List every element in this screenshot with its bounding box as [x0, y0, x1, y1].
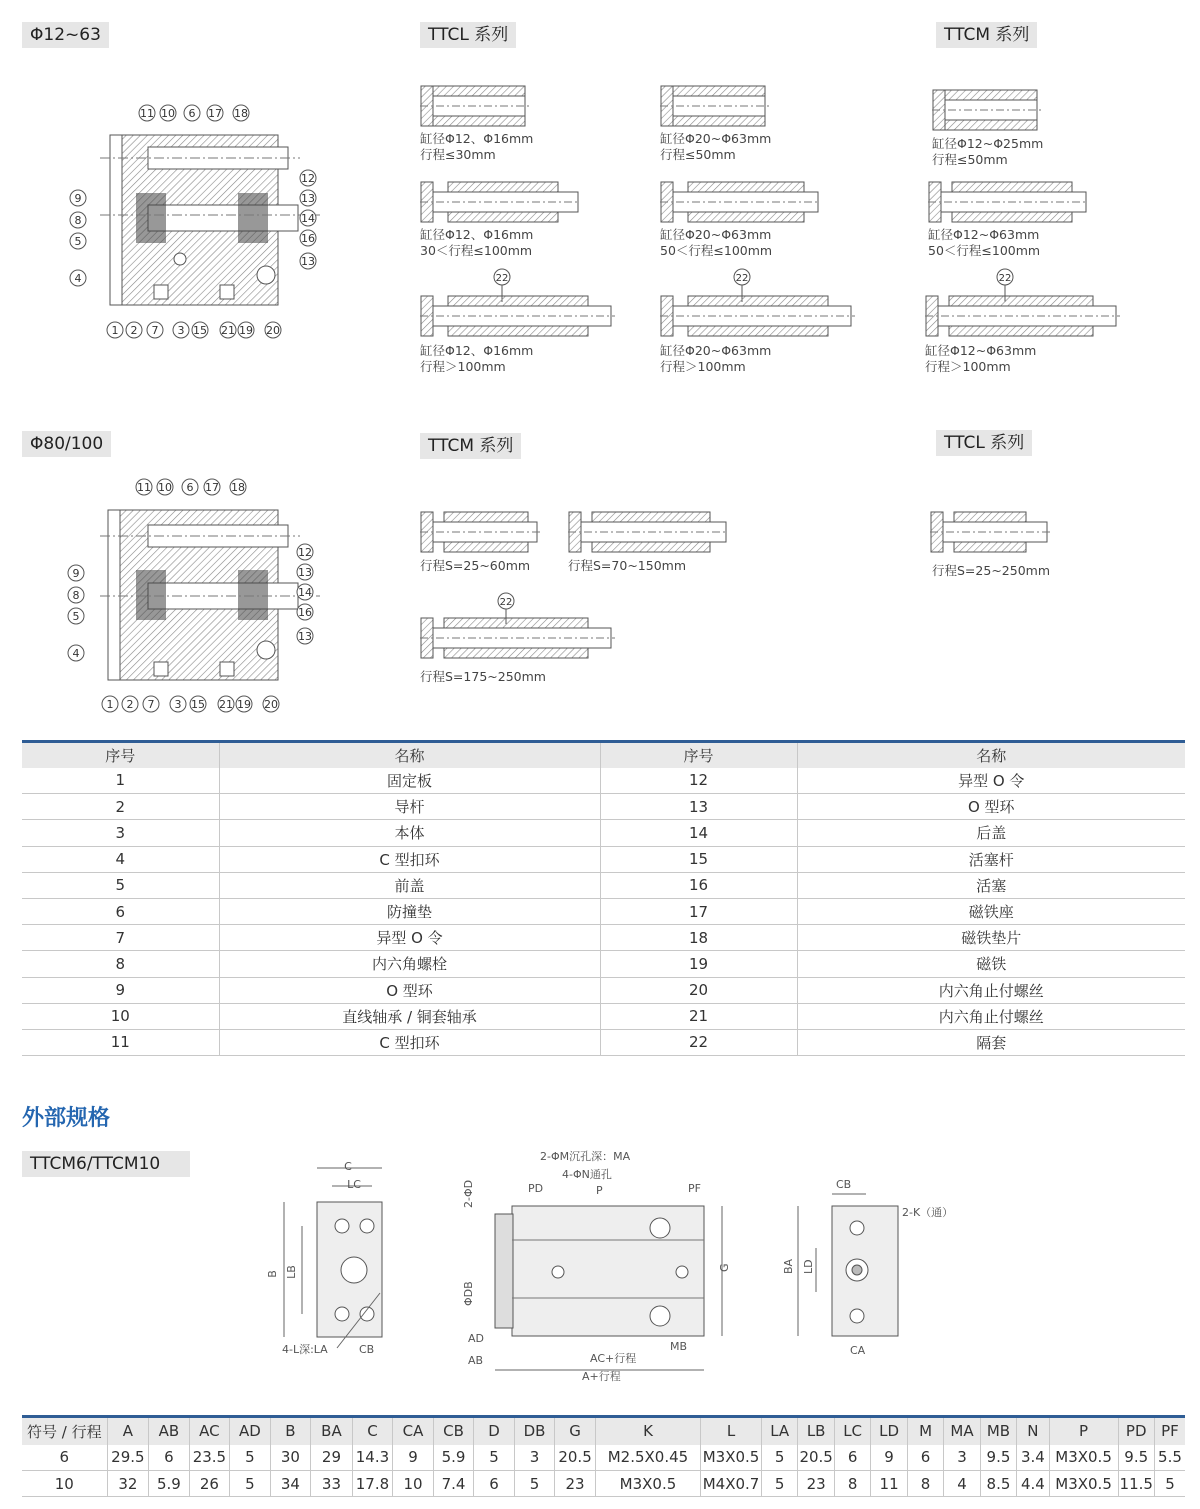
table-cell: 23.5 [189, 1445, 230, 1471]
sketch-ttcl-3 [420, 180, 580, 224]
table-cell: 7.4 [433, 1471, 474, 1497]
callout-11 [139, 105, 155, 121]
table-cell: 磁铁垫片 [797, 925, 1185, 951]
table-cell: 10 [22, 1003, 219, 1029]
spec-col-header: BA [311, 1417, 353, 1445]
spec-col-header: PD [1118, 1417, 1154, 1445]
table-cell: 11 [871, 1471, 907, 1497]
table-cell: 磁铁 [797, 951, 1185, 977]
sketch-ttcm-m1 [420, 510, 540, 554]
spec-col-header: CA [393, 1417, 434, 1445]
table-cell: 12 [600, 768, 797, 794]
table-cell: 内六角止付螺丝 [797, 977, 1185, 1003]
table-cell: 5 [22, 872, 219, 898]
table-cell: 9 [22, 977, 219, 1003]
table-cell: 15 [600, 846, 797, 872]
table-cell: 6 [834, 1445, 870, 1471]
svg-text:18: 18 [231, 481, 245, 494]
svg-text:AB: AB [468, 1354, 484, 1367]
callout-3 [173, 322, 189, 338]
table-cell: 7 [22, 925, 219, 951]
svg-text:22: 22 [998, 273, 1012, 284]
svg-text:PD: PD [528, 1182, 544, 1195]
callout-14 [300, 210, 316, 226]
spec-col-header: MB [980, 1417, 1016, 1445]
table-cell: 23 [555, 1471, 596, 1497]
svg-text:22: 22 [735, 273, 749, 284]
table-cell: 固定板 [219, 768, 600, 794]
table-cell: 6 [474, 1471, 515, 1497]
table-cell: 14 [600, 820, 797, 846]
table-cell: 9 [393, 1445, 434, 1471]
svg-text:21: 21 [221, 324, 235, 337]
svg-text:11: 11 [137, 481, 151, 494]
table-cell: 5 [1154, 1471, 1185, 1497]
spec-col-header: L [701, 1417, 762, 1445]
table-cell: M3X0.5 [595, 1471, 700, 1497]
section-tag-small-bore: Φ12~63 [22, 22, 109, 48]
assembly-drawing-small-bore [60, 95, 330, 345]
col-header-no-2: 序号 [600, 742, 797, 768]
svg-text:19: 19 [237, 698, 251, 711]
spec-col-header: AD [230, 1417, 271, 1445]
spec-col-header: LA [761, 1417, 797, 1445]
table-cell: 6 [22, 1445, 107, 1471]
table-cell: 20.5 [555, 1445, 596, 1471]
table-cell: 5 [761, 1471, 797, 1497]
callout-19 [238, 322, 254, 338]
callout-9 [70, 190, 86, 206]
spec-col-header: P [1049, 1417, 1118, 1445]
svg-text:17: 17 [208, 107, 222, 120]
svg-text:1: 1 [106, 698, 114, 711]
table-cell: 29 [311, 1445, 353, 1471]
svg-text:2-ΦD: 2-ΦD [462, 1179, 475, 1208]
table-row [22, 820, 1185, 846]
svg-text:2-K（通）: 2-K（通） [902, 1206, 954, 1219]
svg-text:22: 22 [495, 273, 509, 284]
spec-col-header: LD [871, 1417, 907, 1445]
svg-text:CA: CA [850, 1344, 866, 1357]
spec-col-header: MA [944, 1417, 980, 1445]
spec-table [22, 1415, 1185, 1497]
table-cell: 20 [600, 977, 797, 1003]
table-row [22, 846, 1185, 872]
svg-text:3: 3 [174, 698, 182, 711]
table-row [22, 1029, 1185, 1055]
svg-text:13: 13 [301, 192, 315, 205]
svg-text:LC: LC [347, 1178, 361, 1191]
svg-text:18: 18 [234, 107, 248, 120]
table-cell: 3 [944, 1445, 980, 1471]
table-cell: 11.5 [1118, 1471, 1154, 1497]
spec-col-header: AB [149, 1417, 190, 1445]
svg-text:5: 5 [72, 610, 80, 623]
table-cell: 8 [22, 951, 219, 977]
svg-text:2: 2 [126, 698, 134, 711]
svg-text:12: 12 [301, 172, 315, 185]
callout-21 [220, 322, 236, 338]
table-cell: 直线轴承 / 铜套轴承 [219, 1003, 600, 1029]
svg-text:16: 16 [298, 606, 312, 619]
callout-2 [126, 322, 142, 338]
svg-text:13: 13 [298, 566, 312, 579]
table-cell: 1 [22, 768, 219, 794]
caption-l1: 行程S=25~250mm [932, 563, 1050, 578]
spec-col-header: CB [433, 1417, 474, 1445]
table-cell: 防撞垫 [219, 898, 600, 924]
caption-m2: 行程S=70~150mm [568, 558, 686, 573]
table-cell: 11 [22, 1029, 219, 1055]
table-cell: M3X0.5 [1049, 1445, 1118, 1471]
table-cell: 3.4 [1017, 1445, 1049, 1471]
sketch-ttcl-6 [660, 268, 855, 340]
sketch-ttcm-2 [928, 180, 1088, 224]
section-tag-ttcl-series: TTCL 系列 [420, 22, 516, 48]
table-cell: 前盖 [219, 872, 600, 898]
table-cell: 19 [600, 951, 797, 977]
table-cell: 4.4 [1017, 1471, 1049, 1497]
table-row [22, 977, 1185, 1003]
caption-tl5: 缸径Φ12、Φ16mm 行程＞100mm [420, 343, 534, 374]
table-row [22, 768, 1185, 794]
spec-table-header [22, 1417, 1185, 1445]
svg-text:15: 15 [193, 324, 207, 337]
callout-5 [70, 233, 86, 249]
table-cell: 隔套 [797, 1029, 1185, 1055]
svg-text:B: B [266, 1270, 279, 1278]
sketch-ttcl-l1 [930, 510, 1050, 554]
svg-text:LB: LB [285, 1265, 298, 1279]
table-cell: C 型扣环 [219, 846, 600, 872]
table-cell: 17.8 [352, 1471, 393, 1497]
spec-col-header: DB [514, 1417, 555, 1445]
svg-text:6: 6 [188, 107, 196, 120]
model-tag: TTCM6/TTCM10 [22, 1151, 190, 1177]
table-row [22, 925, 1185, 951]
svg-text:A+行程: A+行程 [582, 1370, 621, 1383]
svg-text:MB: MB [670, 1340, 688, 1353]
table-cell: M3X0.5 [1049, 1471, 1118, 1497]
table-cell: 14.3 [352, 1445, 393, 1471]
svg-text:2: 2 [130, 324, 138, 337]
caption-tl2: 缸径Φ20~Φ63mm 行程≤50mm [660, 131, 772, 162]
table-row [22, 794, 1185, 820]
svg-text:1: 1 [111, 324, 119, 337]
svg-text:12: 12 [298, 546, 312, 559]
caption-tm3: 缸径Φ12~Φ63mm 行程＞100mm [925, 343, 1037, 374]
table-cell: 9.5 [1118, 1445, 1154, 1471]
dimension-drawing-front [262, 1158, 402, 1363]
svg-text:22: 22 [499, 597, 513, 608]
table-cell: 内六角螺栓 [219, 951, 600, 977]
spec-col-header: A [107, 1417, 149, 1445]
svg-text:P: P [596, 1184, 603, 1197]
svg-text:CB: CB [359, 1343, 375, 1356]
svg-text:5: 5 [74, 235, 82, 248]
spec-col-header: 符号 / 行程 [22, 1417, 107, 1445]
sketch-ttcm-m3 [420, 590, 615, 662]
callout-20 [265, 322, 281, 338]
table-cell: 8 [834, 1471, 870, 1497]
callout-13b [300, 253, 316, 269]
table-cell: 5 [474, 1445, 515, 1471]
spec-col-header: AC [189, 1417, 230, 1445]
table-cell: 3 [22, 820, 219, 846]
spec-col-header: LB [798, 1417, 834, 1445]
section-tag-ttcm-series-2: TTCM 系列 [420, 433, 521, 459]
svg-text:6: 6 [186, 481, 194, 494]
svg-text:3: 3 [177, 324, 185, 337]
table-cell: M4X0.7 [701, 1471, 762, 1497]
table-cell: 22 [600, 1029, 797, 1055]
section-tag-ttcm-series: TTCM 系列 [936, 22, 1037, 48]
svg-text:10: 10 [158, 481, 172, 494]
svg-text:14: 14 [298, 586, 312, 599]
svg-text:9: 9 [74, 192, 82, 205]
table-cell: 5.9 [433, 1445, 474, 1471]
table-cell: 3 [514, 1445, 555, 1471]
section-tag-large-bore: Φ80/100 [22, 431, 111, 457]
sketch-ttcm-m2 [568, 510, 728, 554]
svg-text:4: 4 [74, 272, 82, 285]
spec-col-header: M [907, 1417, 943, 1445]
parts-table [22, 740, 1185, 1056]
svg-text:LD: LD [802, 1259, 815, 1274]
table-cell: 16 [600, 872, 797, 898]
table-row [22, 872, 1185, 898]
svg-text:11: 11 [140, 107, 154, 120]
caption-tm1: 缸径Φ12~Φ25mm 行程≤50mm [932, 136, 1044, 167]
caption-tl6: 缸径Φ20~Φ63mm 行程＞100mm [660, 343, 772, 374]
svg-text:4-ΦN通孔: 4-ΦN通孔 [562, 1168, 612, 1181]
table-cell: 5.5 [1154, 1445, 1185, 1471]
callout-17 [207, 105, 223, 121]
svg-text:4-L深:LA: 4-L深:LA [282, 1343, 328, 1356]
callout-4 [70, 270, 86, 286]
section-title-external-spec: 外部规格 [22, 1106, 111, 1131]
svg-text:9: 9 [72, 567, 80, 580]
svg-text:AD: AD [468, 1332, 484, 1345]
table-cell: 20.5 [798, 1445, 834, 1471]
table-cell: 21 [600, 1003, 797, 1029]
table-cell: 26 [189, 1471, 230, 1497]
dimension-drawing-end [780, 1176, 960, 1361]
spec-col-header: C [352, 1417, 393, 1445]
callout-15 [192, 322, 208, 338]
svg-text:7: 7 [151, 324, 159, 337]
sketch-ttcm-1 [932, 88, 1042, 132]
svg-text:G: G [718, 1263, 731, 1272]
table-cell: 6 [907, 1445, 943, 1471]
caption-m3: 行程S=175~250mm [420, 669, 546, 684]
sketch-ttcm-3 [925, 268, 1120, 340]
col-header-no-1: 序号 [22, 742, 219, 768]
table-cell: 13 [600, 794, 797, 820]
table-cell: 23 [798, 1471, 834, 1497]
spec-col-header: LC [834, 1417, 870, 1445]
callout-7 [147, 322, 163, 338]
table-cell: O 型环 [797, 794, 1185, 820]
spec-col-header: K [595, 1417, 700, 1445]
table-cell: O 型环 [219, 977, 600, 1003]
svg-text:17: 17 [205, 481, 219, 494]
caption-tl4: 缸径Φ20~Φ63mm 50＜行程≤100mm [660, 227, 773, 258]
caption-tl1: 缸径Φ12、Φ16mm 行程≤30mm [420, 131, 534, 162]
table-cell: 5 [761, 1445, 797, 1471]
table-cell: 异型 O 令 [797, 768, 1185, 794]
spec-col-header: D [474, 1417, 515, 1445]
table-cell: 5 [514, 1471, 555, 1497]
svg-text:ΦDB: ΦDB [462, 1281, 475, 1306]
table-cell: 10 [22, 1471, 107, 1497]
sketch-ttcl-4 [660, 180, 820, 224]
spec-col-header: B [270, 1417, 311, 1445]
assembly-drawing-large-bore [60, 470, 330, 720]
table-cell: 5 [230, 1445, 271, 1471]
svg-text:15: 15 [191, 698, 205, 711]
svg-text:14: 14 [301, 212, 315, 225]
table-cell: 6 [149, 1445, 190, 1471]
callout-1 [107, 322, 123, 338]
table-cell: 32 [107, 1471, 149, 1497]
table-cell: 6 [22, 898, 219, 924]
callout-6 [184, 105, 200, 121]
table-row [22, 1003, 1185, 1029]
caption-tl3: 缸径Φ12、Φ16mm 30＜行程≤100mm [420, 227, 534, 258]
svg-text:4: 4 [72, 647, 80, 660]
table-cell: 活塞杆 [797, 846, 1185, 872]
spec-col-header: N [1017, 1417, 1049, 1445]
table-row [22, 1445, 1185, 1471]
spec-col-header: PF [1154, 1417, 1185, 1445]
svg-text:8: 8 [74, 214, 82, 227]
callout-10 [160, 105, 176, 121]
sketch-ttcl-5 [420, 268, 615, 340]
table-cell: 4 [22, 846, 219, 872]
table-cell: 4 [944, 1471, 980, 1497]
table-cell: 9.5 [980, 1445, 1016, 1471]
table-cell: 磁铁座 [797, 898, 1185, 924]
sketch-ttcl-1 [420, 84, 530, 128]
table-cell: 30 [270, 1445, 311, 1471]
table-cell: 33 [311, 1471, 353, 1497]
table-cell: 34 [270, 1471, 311, 1497]
table-cell: 2 [22, 794, 219, 820]
svg-text:10: 10 [161, 107, 175, 120]
svg-text:AC+行程: AC+行程 [590, 1352, 637, 1365]
parts-table-header [22, 742, 1185, 768]
caption-m1: 行程S=25~60mm [420, 558, 531, 573]
svg-text:2-ΦM沉孔深：MA: 2-ΦM沉孔深：MA [540, 1150, 631, 1163]
callout-16 [300, 230, 316, 246]
table-row [22, 951, 1185, 977]
table-cell: 8 [907, 1471, 943, 1497]
table-cell: 10 [393, 1471, 434, 1497]
callout-13 [300, 190, 316, 206]
table-cell: 17 [600, 898, 797, 924]
svg-text:CB: CB [836, 1178, 852, 1191]
dimension-drawing-side [460, 1148, 745, 1388]
svg-text:C: C [344, 1160, 352, 1173]
table-cell: 29.5 [107, 1445, 149, 1471]
table-cell: 后盖 [797, 820, 1185, 846]
col-header-name-2: 名称 [797, 742, 1185, 768]
table-cell: 5 [230, 1471, 271, 1497]
table-cell: M3X0.5 [701, 1445, 762, 1471]
svg-text:20: 20 [266, 324, 280, 337]
table-cell: 导杆 [219, 794, 600, 820]
svg-text:7: 7 [147, 698, 155, 711]
table-cell: 9 [871, 1445, 907, 1471]
svg-text:PF: PF [688, 1182, 701, 1195]
svg-text:16: 16 [301, 232, 315, 245]
table-cell: 5.9 [149, 1471, 190, 1497]
svg-text:13: 13 [298, 630, 312, 643]
spec-col-header: G [555, 1417, 596, 1445]
svg-text:BA: BA [782, 1258, 795, 1274]
callout-8 [70, 212, 86, 228]
table-cell: 活塞 [797, 872, 1185, 898]
svg-text:21: 21 [219, 698, 233, 711]
table-cell: 8.5 [980, 1471, 1016, 1497]
table-cell: 内六角止付螺丝 [797, 1003, 1185, 1029]
svg-text:13: 13 [301, 255, 315, 268]
col-header-name-1: 名称 [219, 742, 600, 768]
table-row [22, 898, 1185, 924]
table-cell: 本体 [219, 820, 600, 846]
svg-text:19: 19 [239, 324, 253, 337]
table-cell: C 型扣环 [219, 1029, 600, 1055]
svg-text:8: 8 [72, 589, 80, 602]
table-row [22, 1471, 1185, 1497]
table-cell: 异型 O 令 [219, 925, 600, 951]
sketch-ttcl-2 [660, 84, 770, 128]
caption-tm2: 缸径Φ12~Φ63mm 50＜行程≤100mm [928, 227, 1041, 258]
callout-12 [300, 170, 316, 186]
section-tag-ttcl-series-2: TTCL 系列 [936, 430, 1032, 456]
table-cell: M2.5X0.45 [595, 1445, 700, 1471]
table-cell: 18 [600, 925, 797, 951]
svg-text:20: 20 [264, 698, 278, 711]
callout-18 [233, 105, 249, 121]
